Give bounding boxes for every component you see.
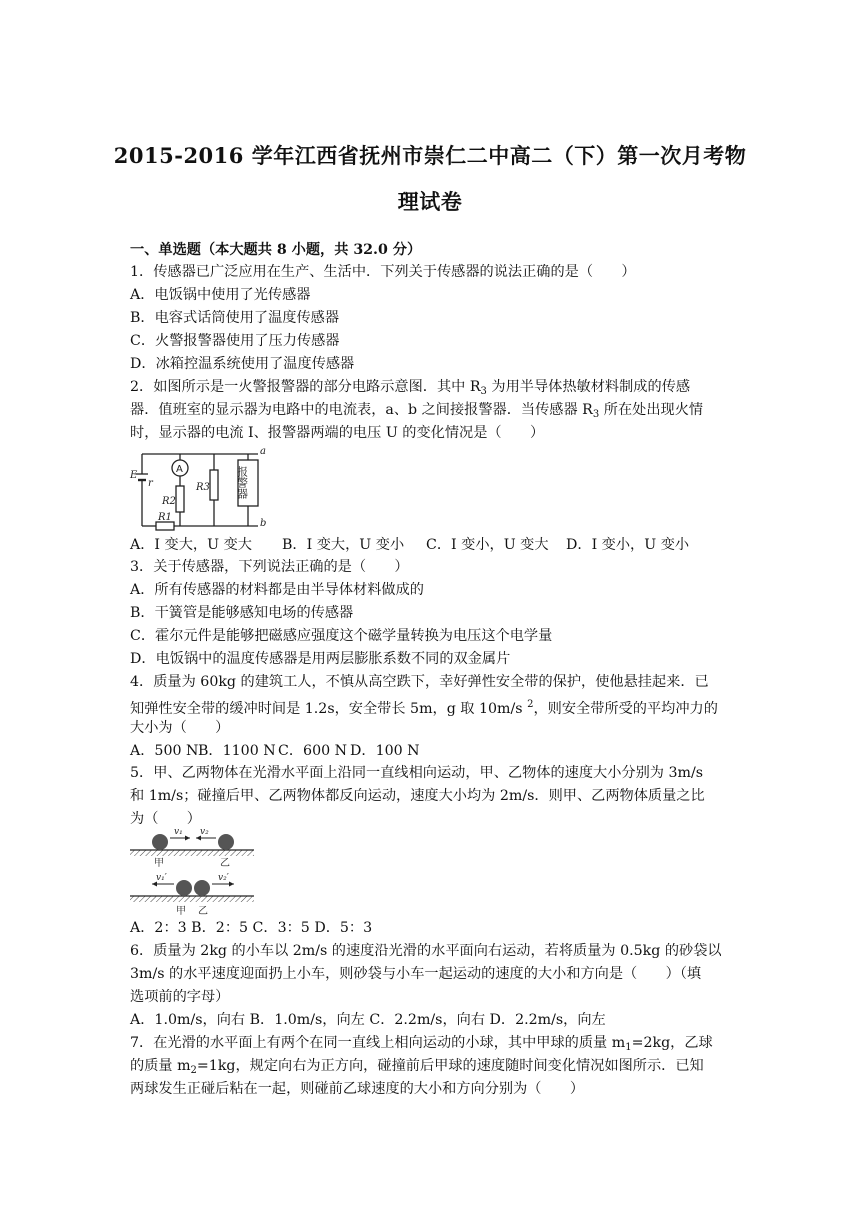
- q3-option-a: A．所有传感器的材料都是由半导体材料做成的: [130, 582, 424, 598]
- q6-stem-line2: 3m/s 的水平速度迎面扔上小车，则砂袋与小车一起运动的速度的大小和方向是（ ）（填: [130, 966, 702, 982]
- q4-option-d: D．100 N: [350, 743, 420, 759]
- q5-stem-line3: 为（ ）: [130, 811, 201, 827]
- q7-stem-line3: 两球发生正碰后粘在一起，则碰前乙球速度的大小和方向分别为（ ）: [130, 1081, 585, 1097]
- label-r1: R1: [158, 512, 172, 523]
- q1-option-b: B．电容式话筒使用了温度传感器: [130, 310, 340, 326]
- q2-options: [130, 535, 689, 555]
- q2-circuit-figure: [128, 446, 268, 532]
- subscript: 2: [190, 1065, 197, 1076]
- label-e: E: [130, 470, 138, 481]
- label-a: a: [260, 446, 266, 457]
- q4-options: [130, 741, 420, 761]
- ball-jia-after-icon: [176, 880, 192, 896]
- q1-option-a: A．电饭锅中使用了光传感器: [130, 287, 311, 303]
- q3-stem: 3．关于传感器，下列说法正确的是（ ）: [130, 559, 409, 575]
- q5-stem-line1: 5．甲、乙两物体在光滑水平面上沿同一直线相向运动，甲、乙物体的速度大小分别为 3m/s: [130, 765, 704, 781]
- q3-option-d: D．电饭锅中的温度传感器是用两层膨胀系数不同的双金属片: [130, 651, 511, 667]
- label-v2: v₂: [200, 827, 209, 837]
- label-yi-bottom: 乙: [198, 906, 208, 917]
- q2-stem-text: 为用半导体热敏材料制成的传感: [486, 379, 691, 395]
- exam-title-line2: 理试卷: [397, 189, 463, 214]
- q3-option-c: C．霍尔元件是能够把磁感应强度这个磁学量转换为电压这个电学量: [130, 628, 553, 644]
- q2-stem-text: 所在处出现火情: [599, 402, 704, 418]
- subscript: 1: [625, 1042, 632, 1053]
- q7-stem-text: =1kg，规定向右为正方向，碰撞前后甲球的速度随时间变化情况如图所示．已知: [196, 1058, 704, 1074]
- section-heading: 一、单选题（本大题共 8 小题，共 32.0 分）: [130, 242, 422, 258]
- q6-stem-line3: 选项前的字母）: [130, 989, 230, 1005]
- ball-jia-icon: [152, 834, 168, 850]
- q4-stem-text: 知弹性安全带的缓冲时间是 1.2s，安全带长 5m，g 取 10m/s: [130, 701, 528, 717]
- label-r: r: [148, 478, 153, 489]
- q1-stem: 1．传感器已广泛应用在生产、生活中．下列关于传感器的说法正确的是（ ）: [130, 264, 636, 280]
- q1-option-c: C．火警报警器使用了压力传感器: [130, 333, 340, 349]
- exam-title-line1: 2015-2016 学年江西省抚州市崇仁二中高二（下）第一次月考物: [113, 143, 747, 168]
- ball-yi-after-icon: [194, 880, 210, 896]
- label-b: b: [260, 518, 267, 529]
- label-jia-bottom: 甲: [176, 906, 186, 917]
- q4-stem-line3: 大小为（ ）: [130, 720, 230, 736]
- q1-option-d: D．冰箱控温系统使用了温度传感器: [130, 356, 355, 372]
- q4-option-c: C．600 N: [278, 743, 348, 759]
- label-v1-prime: v₁′: [156, 873, 167, 883]
- q6-stem-line1: 6．质量为 2kg 的小车以 2m/s 的速度沿光滑的水平面向右运动，若将质量为 0.5kg 的砂袋以: [130, 943, 722, 959]
- q7-stem-text: =2kg，乙球: [631, 1035, 713, 1051]
- q6-options: A．1.0m/s，向右 B．1.0m/s，向左 C．2.2m/s，向右 D．2.2m/s，向左: [130, 1012, 606, 1028]
- q2-option-a: A．I 变大，U 变大: [130, 537, 252, 553]
- label-r3: R3: [196, 482, 210, 493]
- q5-stem-line2: 和 1m/s；碰撞后甲、乙两物体都反向运动，速度大小均为 2m/s．则甲、乙两物体质量之比: [130, 788, 705, 804]
- q4-stem-line1: 4．质量为 60kg 的建筑工人，不慎从高空跌下，幸好弹性安全带的保护，使他悬挂起来．已: [130, 674, 709, 690]
- q2-stem-line2: [130, 400, 703, 425]
- label-yi-top: 乙: [220, 858, 230, 869]
- label-v1: v₁: [174, 827, 183, 837]
- q2-stem-line1: [130, 377, 690, 402]
- q4-stem-text: ，则安全带所受的平均冲力的: [533, 701, 718, 717]
- label-r2: R2: [162, 496, 176, 507]
- q7-stem-text: 的质量 m: [130, 1058, 191, 1074]
- q5-collision-figure: [130, 826, 254, 920]
- q2-option-c: C．I 变小，U 变大: [426, 537, 549, 553]
- q7-stem-text: 7．在光滑的水平面上有两个在同一直线上相向运动的小球，其中甲球的质量 m: [130, 1035, 626, 1051]
- q4-option-a: A．500 N: [130, 743, 199, 759]
- q4-stem-line2: [130, 695, 718, 719]
- ground-bottom: [130, 896, 254, 902]
- subscript: 3: [592, 409, 600, 420]
- ball-yi-icon: [218, 834, 234, 850]
- label-v2-prime: v₂′: [218, 873, 229, 883]
- q2-stem-line3: 时，显示器的电流 I、报警器两端的电压 U 的变化情况是（ ）: [130, 425, 545, 441]
- alarm-label: 报警器: [235, 466, 249, 499]
- q5-options: A．2：3 B．2：5 C．3：5 D．5：3: [130, 920, 373, 936]
- superscript: 2: [527, 699, 534, 710]
- q2-stem-text: 器．值班室的显示器为电路中的电流表，a、b 之间接报警器．当传感器 R: [130, 402, 593, 418]
- subscript: 3: [480, 386, 487, 397]
- q4-option-b: B．1100 N: [198, 743, 276, 759]
- q7-stem-line1: [130, 1033, 713, 1058]
- q2-option-b: B．I 变大，U 变小: [282, 537, 405, 553]
- ammeter-icon: A: [176, 464, 183, 475]
- q7-stem-line2: [130, 1056, 704, 1081]
- q2-option-d: D．I 变小，U 变小: [566, 537, 690, 553]
- q3-option-b: B．干簧管是能够感知电场的传感器: [130, 605, 354, 621]
- q2-stem-text: 2．如图所示是一火警报警器的部分电路示意图．其中 R: [130, 379, 481, 395]
- ground-top: [130, 850, 254, 856]
- label-jia-top: 甲: [154, 858, 164, 869]
